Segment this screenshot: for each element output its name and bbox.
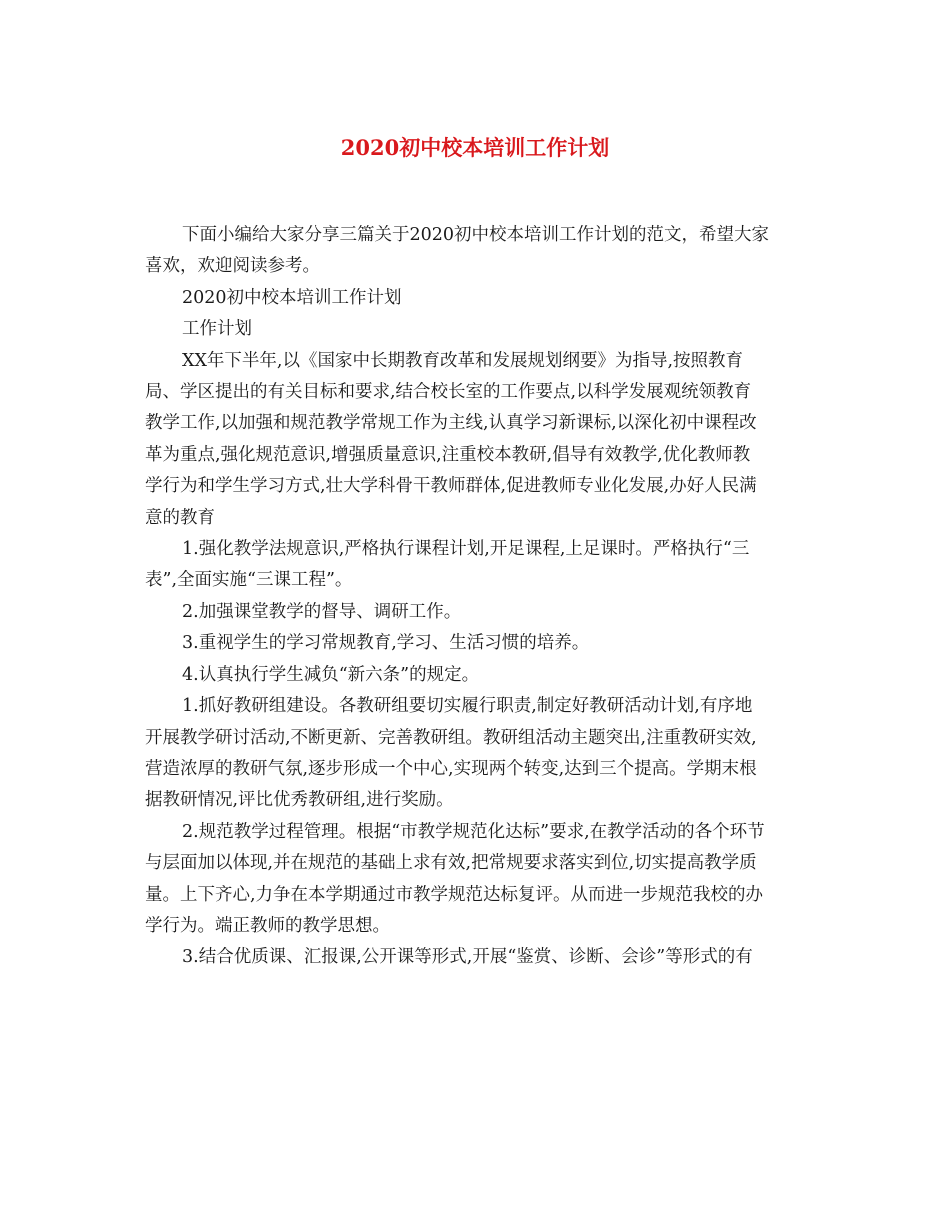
paragraph-line: 4.认真执行学生减负“新六条”的规定。 [182, 664, 480, 685]
paragraph-line: XX年下半年,以《国家中长期教育改革和发展规划纲要》为指导,按照教育 [182, 350, 744, 371]
paragraph-line: 与层面加以体现,并在规范的基础上求有效,把常规要求落实到位,切实提高教学质 [145, 853, 757, 874]
paragraph-line: 学行为和学生学习方式,壮大学科骨干教师群体,促进教师专业化发展,办好人民满 [145, 476, 757, 497]
paragraph-line: 喜欢，欢迎阅读参考。 [145, 256, 320, 277]
paragraph [145, 660, 810, 691]
paragraph [145, 628, 810, 659]
paragraph-line: 营造浓厚的教研气氛,逐步形成一个中心,实现两个转变,达到三个提高。学期末根 [145, 758, 757, 779]
paragraph-line: 据教研情况,评比优秀教研组,进行奖励。 [145, 790, 454, 811]
paragraph-line: 局、学区提出的有关目标和要求,结合校长室的工作要点,以科学发展观统领教育 [145, 382, 752, 403]
paragraph-line: 教学工作,以加强和规范教学常规工作为主线,认真学习新课标,以深化初中课程改 [145, 413, 757, 434]
paragraph-line: 学行为。端正教师的教学思想。 [145, 915, 390, 936]
paragraph-line: 3.重视学生的学习常规教育,学习、生活习惯的培养。 [182, 633, 590, 654]
paragraph [145, 817, 810, 943]
paragraph-line: 意的教育 [145, 507, 215, 528]
document-body [145, 220, 810, 974]
paragraph-line: 工作计划 [182, 319, 252, 340]
paragraph [145, 942, 810, 973]
paragraph [145, 314, 810, 345]
paragraph-line: 表”,全面实施“三课工程”。 [145, 570, 353, 591]
paragraph-line: 下面小编给大家分享三篇关于2020初中校本培训工作计划的范文，希望大家 [182, 225, 770, 245]
paragraph-line: 2020初中校本培训工作计划 [182, 287, 402, 308]
paragraph-line: 2.规范教学过程管理。根据“市教学规范化达标”要求,在教学活动的各个环节 [182, 821, 765, 842]
paragraph [145, 346, 810, 534]
paragraph [145, 597, 810, 628]
paragraph-line: 1.强化教学法规意识,严格执行课程计划,开足课程,上足课时。严格执行“三 [182, 539, 750, 560]
paragraph-line: 量。上下齐心,力争在本学期通过市教学规范达标复评。从而进一步规范我校的办 [145, 884, 764, 905]
paragraph [145, 534, 810, 597]
paragraph [145, 220, 810, 283]
paragraph-line: 1.抓好教研组建设。各教研组要切实履行职责,制定好教研活动计划,有序地 [182, 696, 753, 717]
paragraph-line: 开展教学研讨活动,不断更新、完善教研组。教研组活动主题突出,注重教研实效, [145, 727, 757, 748]
paragraph [145, 283, 810, 314]
paragraph-line: 3.结合优质课、汇报课,公开课等形式,开展“鉴赏、诊断、会诊”等形式的有 [182, 947, 753, 968]
paragraph [145, 691, 810, 817]
paragraph-line: 革为重点,强化规范意识,增强质量意识,注重校本教研,倡导有效教学,优化教师教 [145, 444, 751, 465]
document-title: 2020初中校本培训工作计划 [340, 135, 610, 160]
paragraph-line: 2.加强课堂教学的督导、调研工作。 [182, 601, 462, 622]
